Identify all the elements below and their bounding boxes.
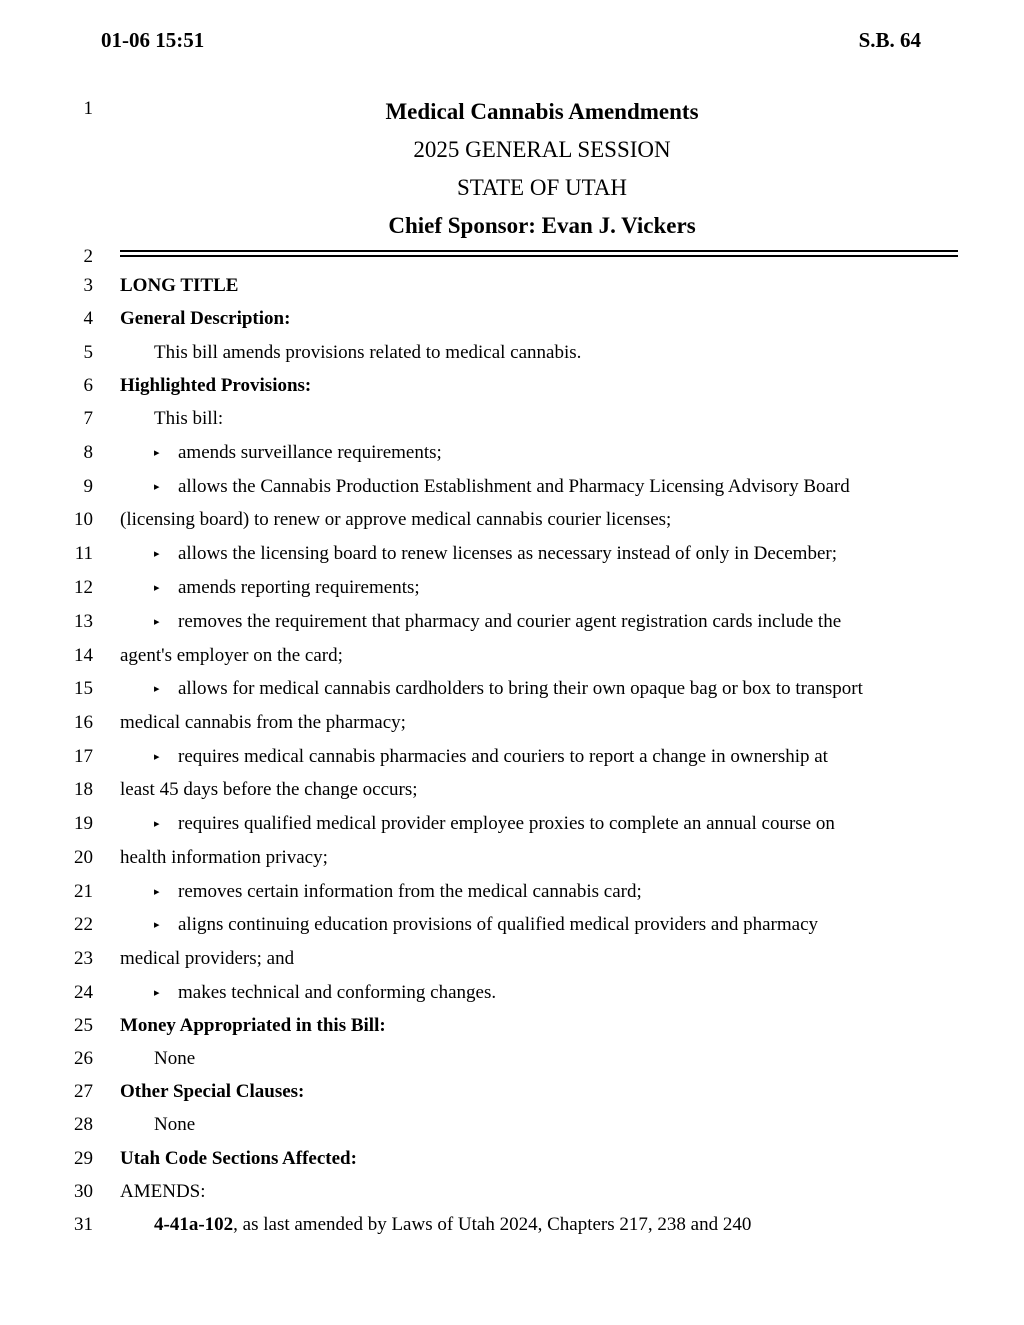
money-appropriated-value: None: [154, 1048, 196, 1069]
chief-sponsor: Chief Sponsor: Evan J. Vickers: [388, 213, 696, 238]
line-number: 30: [74, 1181, 93, 1202]
bullet-icon: ▸: [154, 683, 160, 695]
bullet-icon: ▸: [154, 582, 160, 594]
provision-text: requires qualified medical provider employee proxies to complete an annual course on: [178, 813, 835, 834]
provision-text: amends surveillance requirements;: [178, 442, 442, 463]
header-date-time: 01-06 15:51: [101, 28, 205, 52]
line-number: 14: [74, 645, 93, 666]
bullet-icon: ▸: [154, 886, 160, 898]
provision-text: allows the licensing board to renew licenses as necessary instead of only in December;: [178, 543, 837, 564]
code-section-number: 4-41a-102: [154, 1214, 234, 1235]
provision-bullet: [154, 475, 850, 499]
this-bill-intro: This bill:: [154, 408, 224, 429]
line-number: 21: [74, 881, 93, 902]
provision-continuation: least 45 days before the change occurs;: [120, 779, 418, 800]
bullet-icon: ▸: [154, 818, 160, 830]
provision-bullet: [154, 576, 420, 600]
line-number: 5: [83, 342, 93, 363]
session-label: 2025 GENERAL SESSION: [413, 137, 671, 162]
line-number: 25: [74, 1015, 93, 1036]
line-number: 19: [74, 813, 93, 834]
special-clauses-heading: Other Special Clauses:: [120, 1081, 305, 1102]
provision-continuation: agent's employer on the card;: [120, 645, 343, 666]
bullet-icon: ▸: [154, 548, 160, 560]
bullet-icon: ▸: [154, 481, 160, 493]
line-number: 23: [74, 948, 93, 969]
line-number: 31: [74, 1214, 93, 1235]
bullet-icon: ▸: [154, 919, 160, 931]
line-number: 9: [83, 476, 93, 497]
highlighted-provisions-heading: Highlighted Provisions:: [120, 375, 312, 396]
line-number: 10: [74, 509, 93, 530]
money-appropriated-heading: Money Appropriated in this Bill:: [120, 1015, 386, 1036]
provision-text: aligns continuing education provisions of qualified medical providers and pharmacy: [178, 914, 819, 935]
line-number: 8: [83, 442, 93, 463]
line-number: 6: [83, 375, 93, 396]
provision-bullet: [154, 812, 835, 836]
provision-bullet: [154, 441, 442, 465]
line-number: 20: [74, 847, 93, 868]
code-section-entry: [154, 1213, 751, 1237]
line-number: 26: [74, 1048, 93, 1069]
provision-bullet: [154, 913, 818, 937]
provision-text: amends reporting requirements;: [178, 577, 420, 598]
state-label: STATE OF UTAH: [456, 175, 628, 200]
bill-title: Medical Cannabis Amendments: [385, 99, 699, 124]
line-number: 12: [74, 577, 93, 598]
provision-text: allows for medical cannabis cardholders to bring their own opaque bag or box to transport: [178, 678, 863, 699]
provision-text: allows the Cannabis Production Establishment and Pharmacy Licensing Advisory Board: [178, 476, 850, 497]
bullet-icon: ▸: [154, 616, 160, 628]
line-number: 1: [83, 98, 93, 119]
line-number: 28: [74, 1114, 93, 1135]
provision-text: requires medical cannabis pharmacies and couriers to report a change in ownership at: [178, 746, 828, 767]
provision-bullet: [154, 542, 837, 566]
line-number: 4: [83, 308, 93, 329]
provision-bullet: [154, 677, 863, 701]
title-rule-top: [120, 250, 958, 252]
provision-text: makes technical and conforming changes.: [178, 982, 497, 1003]
line-number: 29: [74, 1148, 93, 1169]
general-description-text: This bill amends provisions related to medical cannabis.: [154, 342, 582, 363]
bullet-icon: ▸: [154, 447, 160, 459]
provision-text: removes the requirement that pharmacy and courier agent registration cards include the: [178, 611, 842, 632]
header-bill-number: S.B. 64: [858, 28, 921, 52]
provision-continuation: (licensing board) to renew or approve medical cannabis courier licenses;: [120, 509, 672, 530]
special-clauses-value: None: [154, 1114, 196, 1135]
line-number: 27: [74, 1081, 93, 1102]
bullet-icon: ▸: [154, 987, 160, 999]
line-number: 17: [74, 746, 93, 767]
line-number: 24: [74, 982, 93, 1003]
long-title-heading: LONG TITLE: [120, 275, 239, 296]
general-description-heading: General Description:: [120, 308, 291, 329]
provision-bullet: [154, 981, 496, 1005]
code-sections-heading: Utah Code Sections Affected:: [120, 1148, 357, 1169]
line-number: 3: [83, 275, 93, 296]
line-number: 11: [74, 543, 93, 564]
provision-continuation: medical cannabis from the pharmacy;: [120, 712, 406, 733]
provision-continuation: medical providers; and: [120, 948, 295, 969]
provision-bullet: [154, 880, 642, 904]
provision-text: removes certain information from the medical cannabis card;: [178, 881, 642, 902]
line-number: 13: [74, 611, 93, 632]
code-section-description: , as last amended by Laws of Utah 2024, Chapters 217, 238 and 240: [233, 1214, 752, 1235]
title-rule-bottom: [120, 255, 958, 257]
bullet-icon: ▸: [154, 751, 160, 763]
line-number: 7: [83, 408, 93, 429]
line-number: 15: [74, 678, 93, 699]
line-number: 2: [83, 246, 93, 267]
provision-bullet: [154, 745, 828, 769]
provision-bullet: [154, 610, 841, 634]
provision-continuation: health information privacy;: [120, 847, 328, 868]
line-number: 18: [74, 779, 93, 800]
line-number: 22: [74, 914, 93, 935]
line-number: 16: [74, 712, 93, 733]
amends-label: AMENDS:: [120, 1181, 206, 1202]
